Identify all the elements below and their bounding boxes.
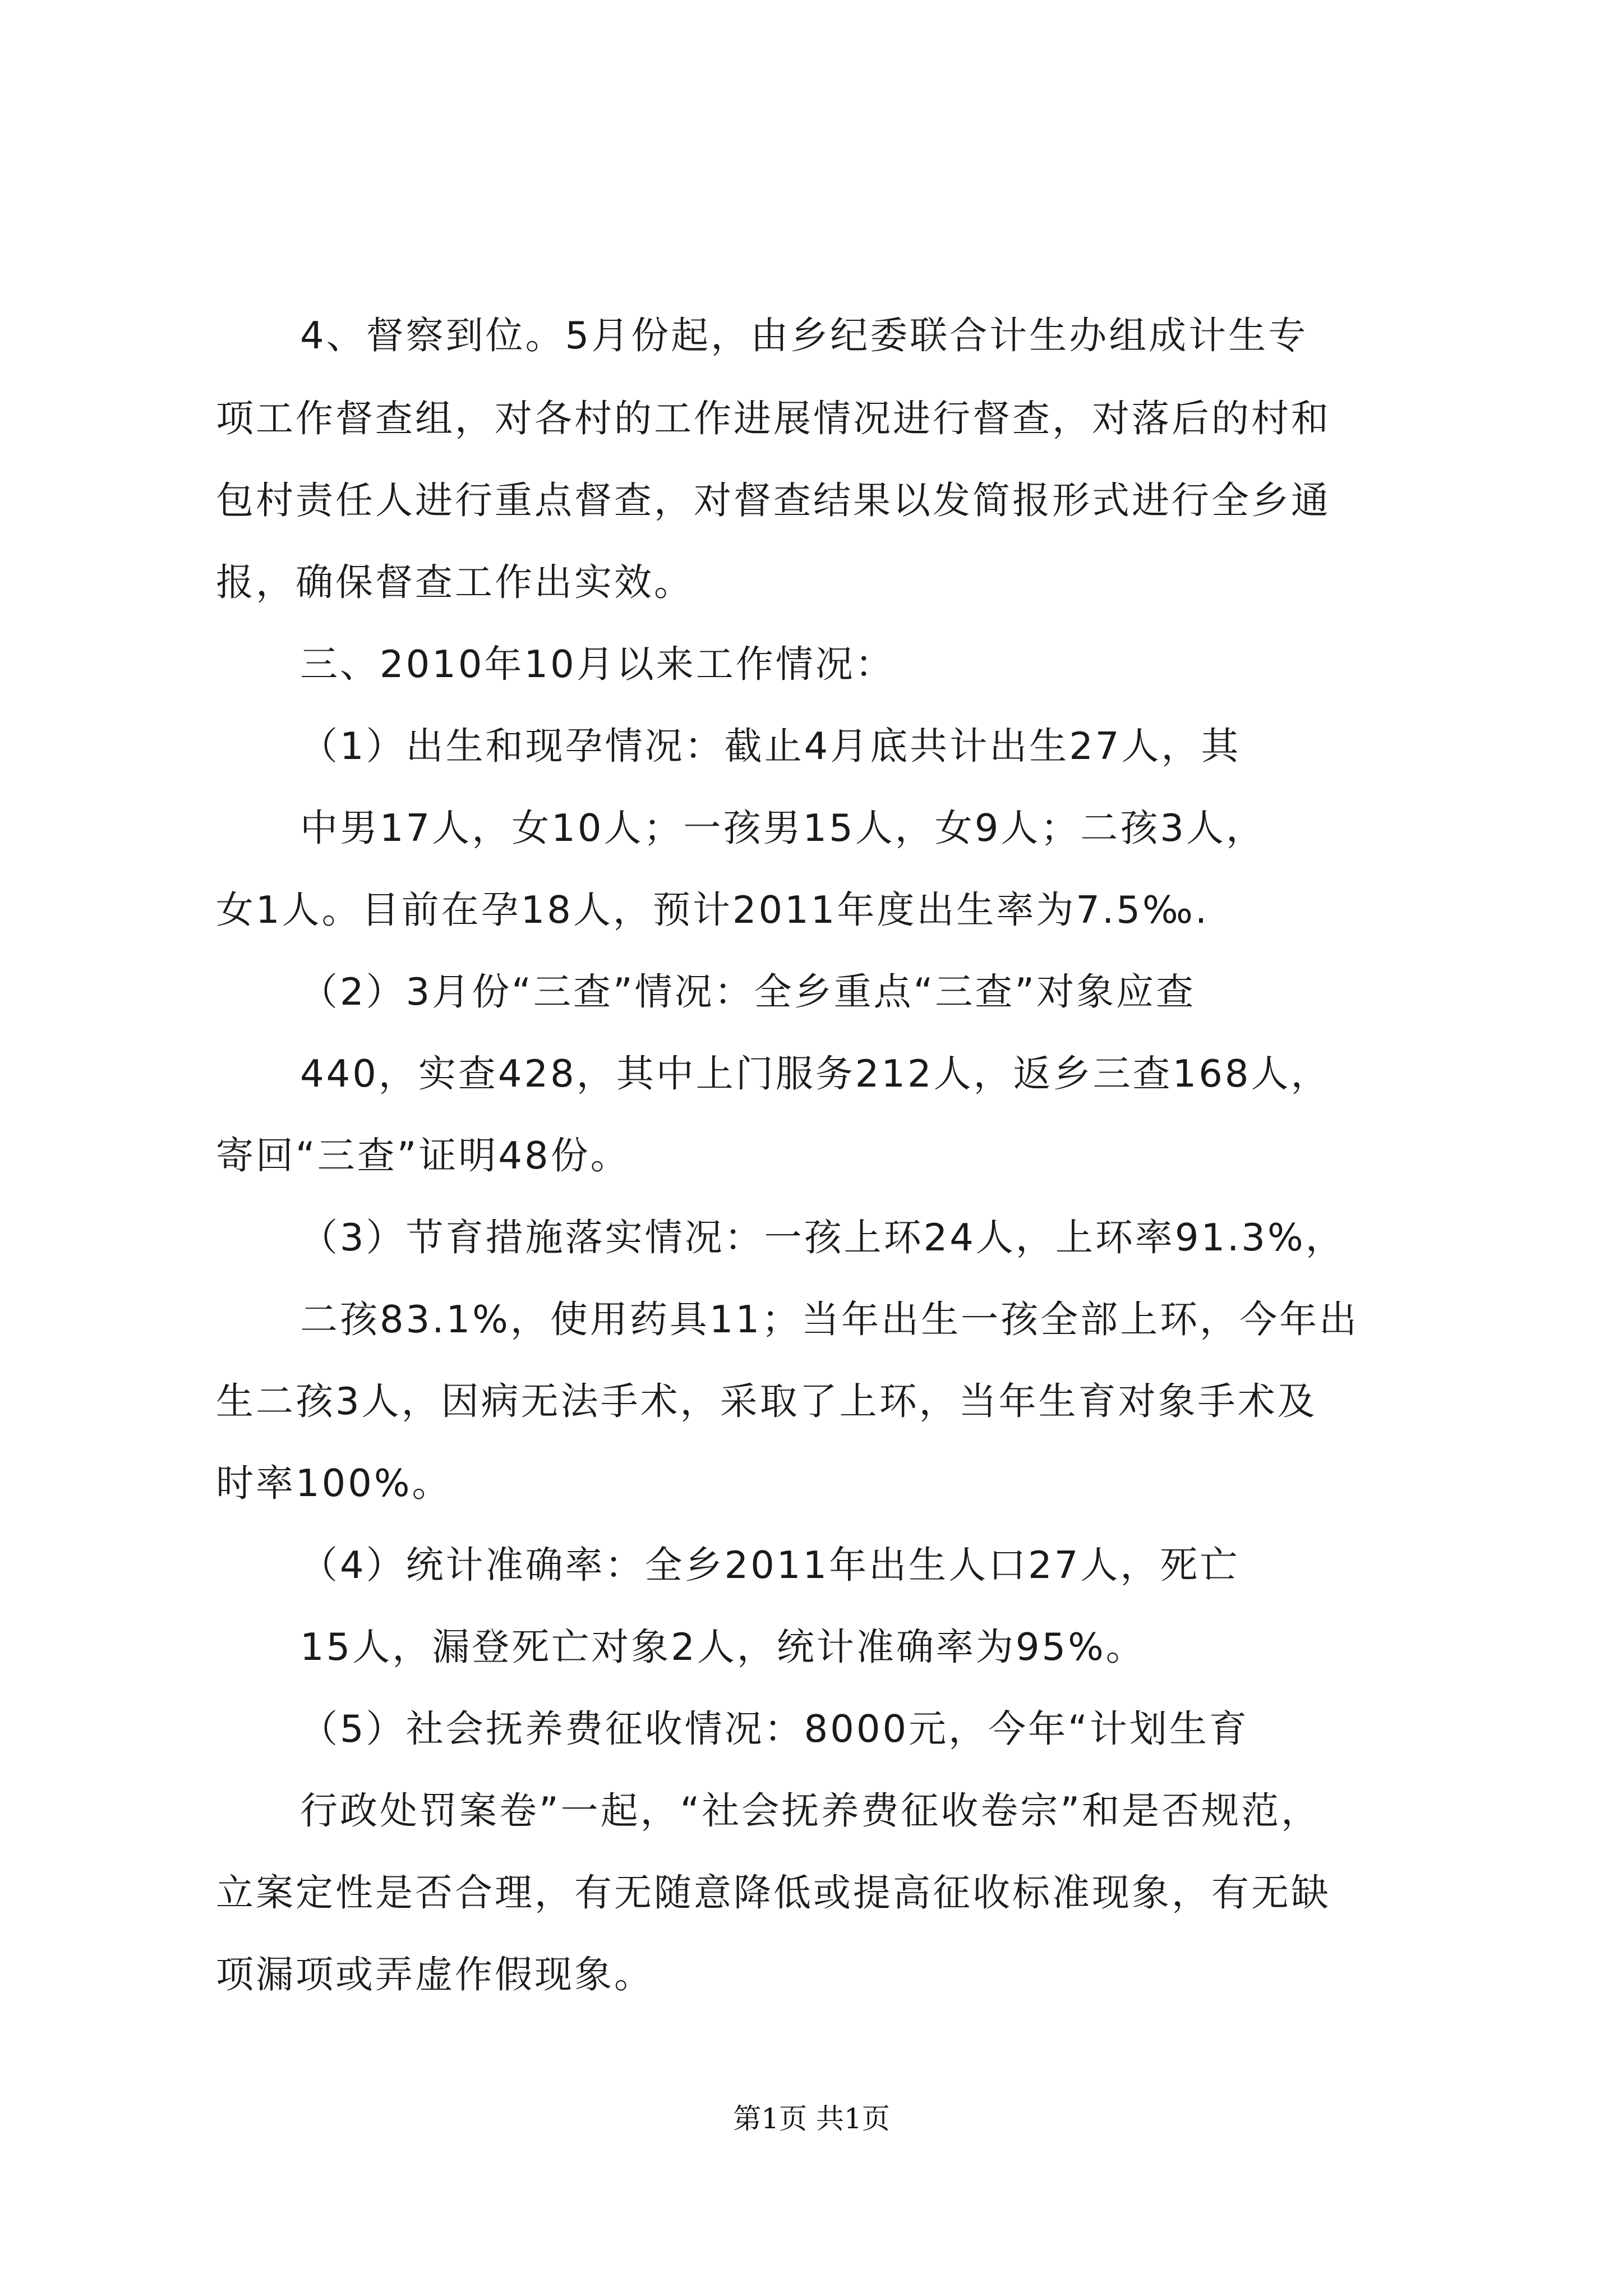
text-line: 行政处罚案卷”一起，“社会抚养费征收卷宗”和是否规范， — [300, 1789, 1321, 1833]
text-line: （1）出生和现孕情况：截止4月底共计出生27人，其 — [300, 724, 1241, 768]
page-number-footer: 第1页 共1页 — [733, 2102, 890, 2135]
text-line: （2）3月份“三查”情况：全乡重点“三查”对象应查 — [300, 970, 1196, 1014]
text-line: （4）统计准确率：全乡2011年出生人口27人，死亡 — [300, 1543, 1240, 1587]
text-line: 二孩83.1%，使用药具11；当年出生一孩全部上环，今年出 — [300, 1297, 1359, 1341]
text-line: 寄回“三查”证明48份。 — [216, 1134, 630, 1177]
text-line: 立案定性是否合理，有无随意降低或提高征收标准现象，有无缺 — [216, 1871, 1331, 1915]
text-line: 女1人。目前在孕18人，预计2011年度出生率为7.5‰. — [216, 888, 1210, 932]
text-line: 项漏项或弄虚作假现象。 — [216, 1953, 654, 1996]
text-line: 三、2010年10月以来工作情况： — [300, 642, 895, 686]
text-line: 15人，漏登死亡对象2人，统计准确率为95%。 — [300, 1625, 1146, 1669]
text-line: 4、督察到位。5月份起，由乡纪委联合计生办组成计生专 — [300, 314, 1308, 357]
text-line: 生二孩3人，因病无法手术，采取了上环，当年生育对象手术及 — [216, 1379, 1317, 1423]
text-line: 包村责任人进行重点督查，对督查结果以发简报形式进行全乡通 — [216, 478, 1331, 522]
text-line: 报，确保督查工作出实效。 — [216, 560, 694, 604]
text-line: 项工作督查组，对各村的工作进展情况进行督查，对落后的村和 — [216, 397, 1331, 440]
text-line: 440，实查428，其中上门服务212人，返乡三查168人， — [300, 1052, 1331, 1096]
text-line: 中男17人，女10人；一孩男15人，女9人；二孩3人， — [300, 806, 1266, 850]
text-line: 时率100%。 — [216, 1461, 452, 1505]
text-line: （5）社会抚养费征收情况：8000元，今年“计划生育 — [300, 1707, 1249, 1751]
text-line: （3）节育措施落实情况：一孩上环24人，上环率91.3%， — [300, 1216, 1345, 1259]
